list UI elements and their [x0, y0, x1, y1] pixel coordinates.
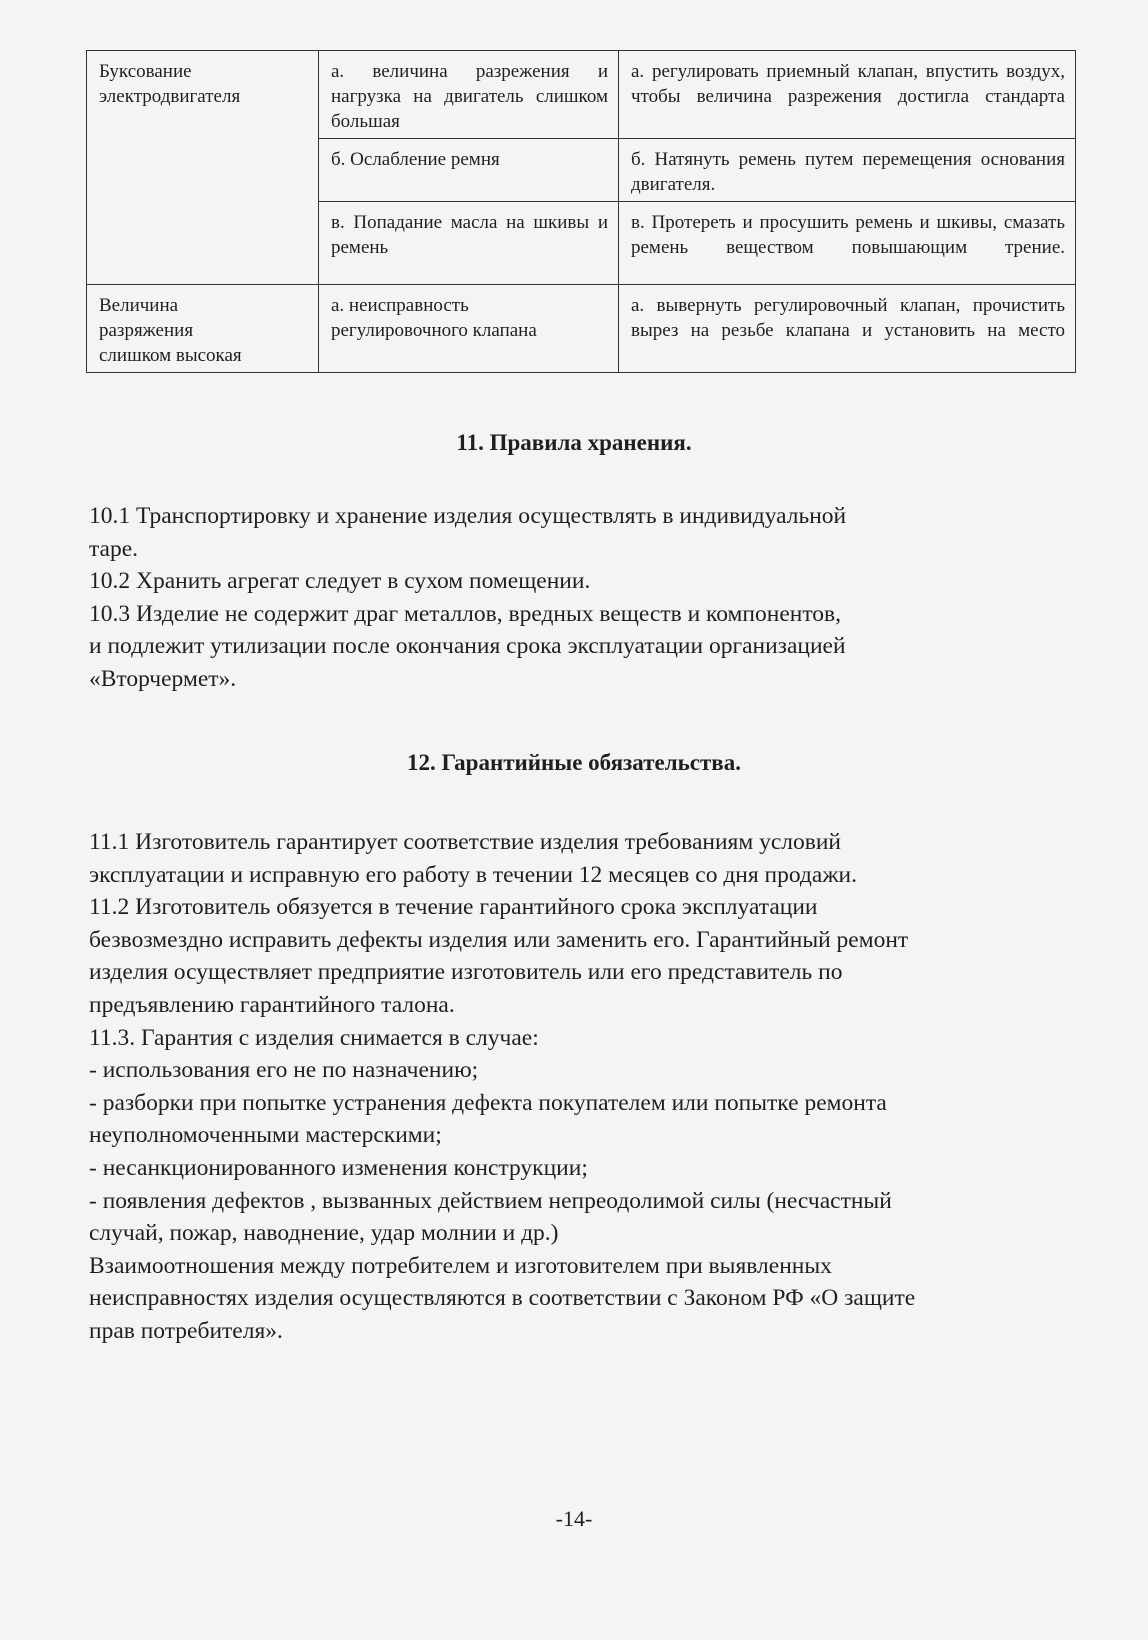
remedy-cell: б. Натянуть ремень путем перемещения основания двигателя.: [619, 139, 1076, 202]
table-row: [87, 51, 1076, 139]
paragraph: 10.3 Изделие не содержит драг металлов, вредных веществ и компонентов, и подлежит утилизации после окончания срока эксплуатации организацией «Вторчермет».: [89, 600, 846, 692]
section-11-body: [89, 500, 849, 696]
problem-cell: Величина разряжения слишком высокая: [87, 285, 319, 373]
paragraph: 10.2 Хранить агрегат следует в сухом помещении.: [89, 568, 591, 595]
problem-cell: Буксование электродвигателя: [87, 51, 319, 285]
table-row: [87, 285, 1076, 373]
paragraph: 10.1 Транспортировку и хранение изделия осуществлять в индивидуальной таре.: [89, 503, 847, 562]
remedy-cell: в. Протереть и просушить ремень и шкивы, смазать ремень веществом повышающим трение.: [619, 202, 1076, 285]
cause-cell: а. величина разрежения и нагрузка на двигатель слишком большая: [319, 51, 619, 139]
list-item: - использования его не по назначению;: [89, 1057, 479, 1084]
remedy-cell: а. регулировать приемный клапан, впустить воздух, чтобы величина разрежения достигла стандарта: [619, 51, 1076, 139]
section-12-title: 12. Гарантийные обязательства.: [407, 750, 741, 775]
troubleshooting-table: [86, 50, 1076, 373]
section-12-body: [89, 826, 949, 1348]
cause-cell: б. Ослабление ремня: [319, 139, 619, 202]
cause-cell: а. неисправность регулировочного клапана: [319, 285, 619, 373]
paragraph: 11.3. Гарантия с изделия снимается в случае:: [89, 1024, 539, 1051]
section-11-title: 11. Правила хранения.: [456, 430, 692, 455]
remedy-cell: а. вывернуть регулировочный клапан, прочистить вырез на резьбе клапана и установить на место: [619, 285, 1076, 373]
page-number: -14-: [555, 1506, 593, 1531]
paragraph: 11.1 Изготовитель гарантирует соответствие изделия требованиям условий эксплуатации и исправную его работу в течении 12 месяцев со дня продажи.: [89, 829, 858, 888]
list-item: - разборки при попытке устранения дефекта покупателем или попытке ремонта неуполномоченными мастерскими;: [89, 1089, 887, 1149]
paragraph: 11.2 Изготовитель обязуется в течение гарантийного срока эксплуатации безвозмездно исправить дефекты изделия или заменить его. Гарантийный ремонт изделия осуществляет предприятие изготовитель или его представитель по предъявлению гарантийного талона.: [89, 894, 909, 1018]
list-item: - появления дефектов , вызванных действием непреодолимой силы (несчастный случай, пожар, наводнение, удар молнии и др.): [89, 1187, 892, 1247]
paragraph: Взаимоотношения между потребителем и изготовителем при выявленных неисправностях изделия осуществляются в соответствии с Законом РФ «О защите прав потребителя».: [89, 1252, 916, 1344]
cause-cell: в. Попадание масла на шкивы и ремень: [319, 202, 619, 285]
list-item: - несанкционированного изменения конструкции;: [89, 1154, 588, 1181]
